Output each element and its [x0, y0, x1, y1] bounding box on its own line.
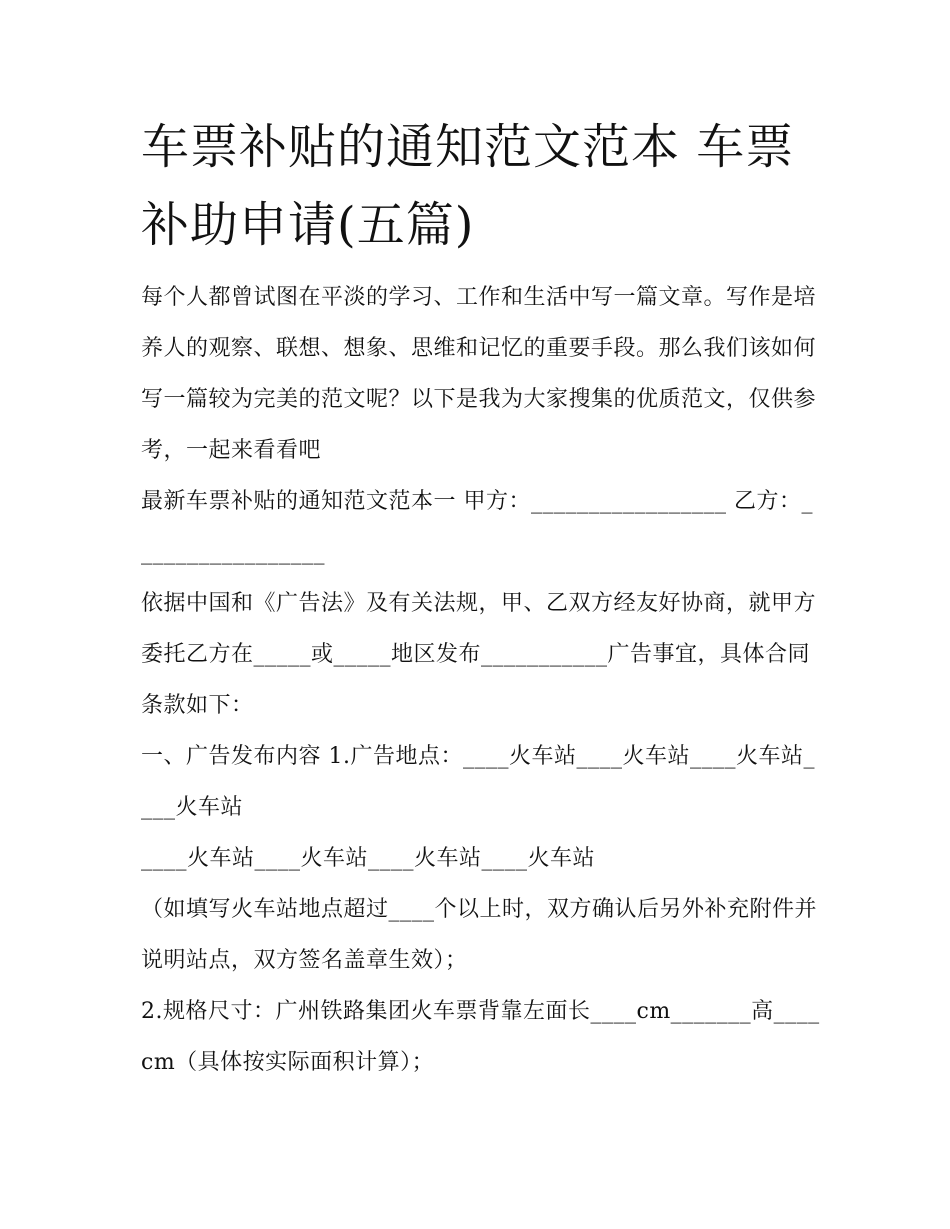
document-title: 车票补贴的通知范文范本 车票补助申请(五篇): [141, 119, 795, 253]
station-note-paragraph: （如填写火车站地点超过____个以上时，双方确认后另外补充附件并说明站点，双方签名盖章生效）；: [141, 897, 818, 973]
size-spec-paragraph: 2.规格尺寸：广州铁路集团火车票背靠左面长____cm_______高____cm（具体按实际面积计算）；: [141, 999, 820, 1075]
clause-location-paragraph: 一、广告发布内容 1.广告地点：____火车站____火车站____火车站____火车站: [141, 744, 815, 820]
document-page: [141, 108, 821, 1088]
station-list-line: ____火车站____火车站____火车站____火车站: [141, 846, 596, 871]
parties-line: 最新车票补贴的通知范文范本一 甲方：_________________ 乙方：_________________: [141, 489, 813, 565]
intro-paragraph: 每个人都曾试图在平淡的学习、工作和生活中写一篇文章。写作是培养人的观察、联想、想象、思维和记忆的重要手段。那么我们该如何写一篇较为完美的范文呢？以下是我为大家搜集的优质范文，仅供参考，一起来看看吧: [141, 285, 817, 463]
basis-paragraph: 依据中国和《广告法》及有关法规，甲、乙双方经友好协商，就甲方委托乙方在_____或_____地区发布___________广告事宜，具体合同条款如下：: [141, 591, 817, 718]
